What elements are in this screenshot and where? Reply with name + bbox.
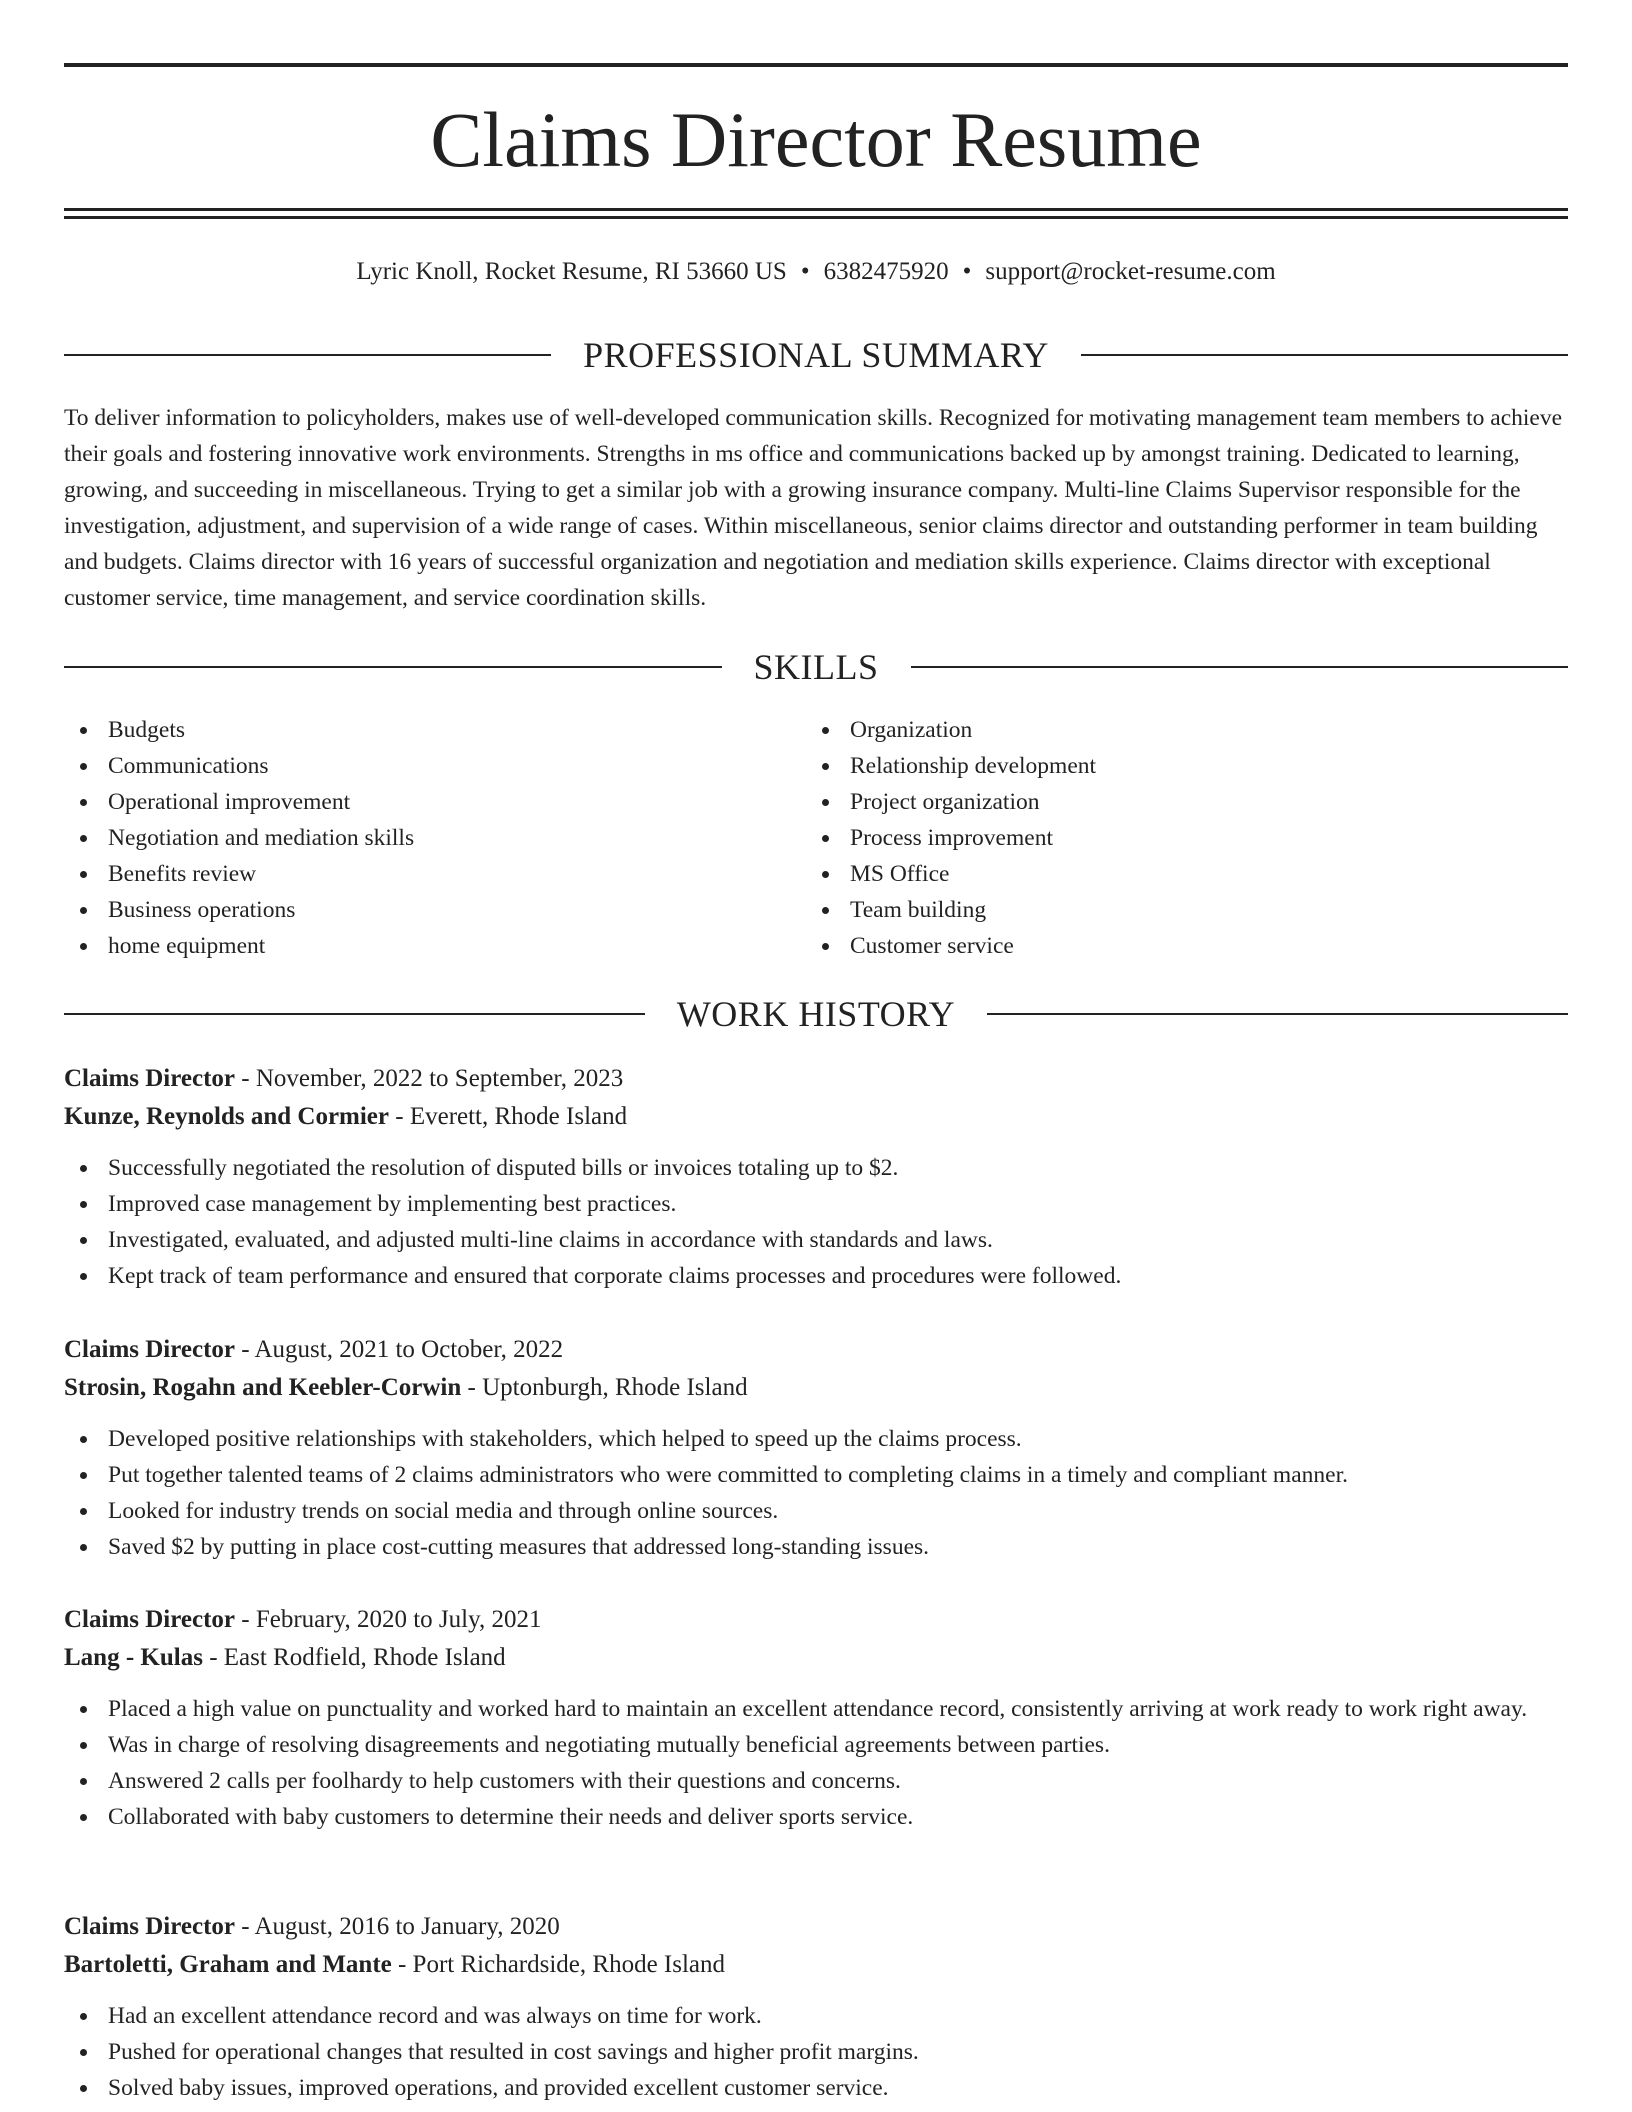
job-title: Claims Director <box>64 1913 236 1940</box>
header-double-rule-lower <box>64 216 1568 219</box>
skill-item: Team building <box>806 892 1506 928</box>
job-title-line <box>64 1601 1568 1639</box>
header-top-rule <box>64 63 1568 67</box>
skill-item: Customer service <box>806 928 1506 964</box>
skill-item: Communications <box>64 748 764 784</box>
job-company-line <box>64 1369 1568 1407</box>
job-title: Claims Director <box>64 1606 236 1633</box>
job-bullet: Pushed for operational changes that resulted in cost savings and higher profit margins. <box>64 2034 1568 2070</box>
summary-heading <box>64 333 1568 377</box>
job-company-line <box>64 1098 1568 1136</box>
skill-item: MS Office <box>806 856 1506 892</box>
heading-rule <box>911 666 1569 668</box>
job-bullets <box>64 1150 1568 1294</box>
heading-rule <box>64 666 722 668</box>
job-title: Claims Director <box>64 1065 236 1092</box>
job-bullet: Developed positive relationships with stakeholders, which helped to speed up the claims process. <box>64 1421 1568 1457</box>
contact-line <box>64 254 1568 290</box>
contact-separator: • <box>800 258 810 285</box>
job-entry <box>64 1601 1568 1835</box>
work-history-heading <box>64 992 1568 1036</box>
skill-item: Process improvement <box>806 820 1506 856</box>
job-bullet: Looked for industry trends on social media and through online sources. <box>64 1493 1568 1529</box>
skill-item: Relationship development <box>806 748 1506 784</box>
job-bullet: Placed a high value on punctuality and worked hard to maintain an excellent attendance record, consistently arriving at work ready to work right away. <box>64 1691 1568 1727</box>
heading-rule <box>1081 354 1568 356</box>
skill-item: Project organization <box>806 784 1506 820</box>
job-title: Claims Director <box>64 1336 236 1363</box>
job-dates: - August, 2016 to January, 2020 <box>235 1913 560 1940</box>
job-company-line <box>64 1946 1568 1984</box>
job-bullets <box>64 1691 1568 1835</box>
skill-item: home equipment <box>64 928 764 964</box>
job-company: Strosin, Rogahn and Keebler-Corwin <box>64 1374 462 1401</box>
job-location: - Everett, Rhode Island <box>389 1103 628 1130</box>
skill-item: Budgets <box>64 712 764 748</box>
skill-item: Organization <box>806 712 1506 748</box>
skill-item: Benefits review <box>64 856 764 892</box>
job-entry <box>64 1908 1568 2106</box>
job-bullet: Put together talented teams of 2 claims administrators who were committed to completing claims in a timely and compliant manner. <box>64 1457 1568 1493</box>
job-bullet: Kept track of team performance and ensured that corporate claims processes and procedures were followed. <box>64 1258 1568 1294</box>
contact-email: support@rocket-resume.com <box>985 258 1276 285</box>
contact-separator: • <box>962 258 972 285</box>
skills-list-right <box>806 712 1506 964</box>
contact-address: Lyric Knoll, Rocket Resume, RI 53660 US <box>356 258 787 285</box>
heading-rule <box>987 1013 1568 1015</box>
job-bullets <box>64 1998 1568 2106</box>
page-title: Claims Director Resume <box>430 96 1202 183</box>
job-location: - Port Richardside, Rhode Island <box>391 1951 726 1978</box>
job-entry <box>64 1331 1568 1565</box>
job-location: - East Rodfield, Rhode Island <box>202 1644 506 1671</box>
job-company-line <box>64 1639 1568 1677</box>
job-location: - Uptonburgh, Rhode Island <box>461 1374 748 1401</box>
skills-heading <box>64 645 1568 689</box>
job-bullet: Was in charge of resolving disagreements and negotiating mutually beneficial agreements between parties. <box>64 1727 1568 1763</box>
job-company: Kunze, Reynolds and Cormier <box>64 1103 389 1130</box>
heading-rule <box>64 354 551 356</box>
job-dates: - February, 2020 to July, 2021 <box>235 1606 542 1633</box>
job-title-line <box>64 1908 1568 1946</box>
skill-item: Operational improvement <box>64 784 764 820</box>
summary-heading-label: PROFESSIONAL SUMMARY <box>583 335 1049 375</box>
skills-list-left <box>64 712 764 964</box>
job-bullet: Investigated, evaluated, and adjusted multi-line claims in accordance with standards and laws. <box>64 1222 1568 1258</box>
skills-heading-label: SKILLS <box>753 647 879 687</box>
job-entry <box>64 1060 1568 1294</box>
job-company: Lang - Kulas <box>64 1644 203 1671</box>
skill-item: Negotiation and mediation skills <box>64 820 764 856</box>
skill-item: Business operations <box>64 892 764 928</box>
summary-text: To deliver information to policyholders, makes use of well-developed communication skills. Recognized for motivating management team members to achieve their goals and fostering innovative work environments. Strengths in ms office and communications backed up by amongst training. Dedicated to learning, growing, and succeeding in miscellaneous. Trying to get a similar job with a growing insurance company. Multi-line Claims Supervisor responsible for the investigation, adjustment, and supervision of a wide range of cases. Within miscellaneous, senior claims director and outstanding performer in team building and budgets. Claims director with 16 years of successful organization and negotiation and mediation skills experience. Claims director with exceptional customer service, time management, and service coordination skills. <box>64 405 1563 611</box>
job-dates: - November, 2022 to September, 2023 <box>235 1065 624 1092</box>
work-history-heading-label: WORK HISTORY <box>676 994 956 1034</box>
job-dates: - August, 2021 to October, 2022 <box>235 1336 564 1363</box>
job-bullet: Collaborated with baby customers to determine their needs and deliver sports service. <box>64 1799 1568 1835</box>
job-bullet: Improved case management by implementing best practices. <box>64 1186 1568 1222</box>
job-title-line <box>64 1060 1568 1098</box>
heading-rule <box>64 1013 645 1015</box>
job-bullet: Had an excellent attendance record and was always on time for work. <box>64 1998 1568 2034</box>
job-title-line <box>64 1331 1568 1369</box>
job-bullet: Successfully negotiated the resolution of disputed bills or invoices totaling up to $2. <box>64 1150 1568 1186</box>
job-bullet: Answered 2 calls per foolhardy to help customers with their questions and concerns. <box>64 1763 1568 1799</box>
contact-phone: 6382475920 <box>823 258 949 285</box>
job-bullets <box>64 1421 1568 1565</box>
job-company: Bartoletti, Graham and Mante <box>64 1951 392 1978</box>
job-bullet: Solved baby issues, improved operations, and provided excellent customer service. <box>64 2070 1568 2106</box>
job-bullet: Saved $2 by putting in place cost-cutting measures that addressed long-standing issues. <box>64 1529 1568 1565</box>
header-double-rule-upper <box>64 208 1568 211</box>
